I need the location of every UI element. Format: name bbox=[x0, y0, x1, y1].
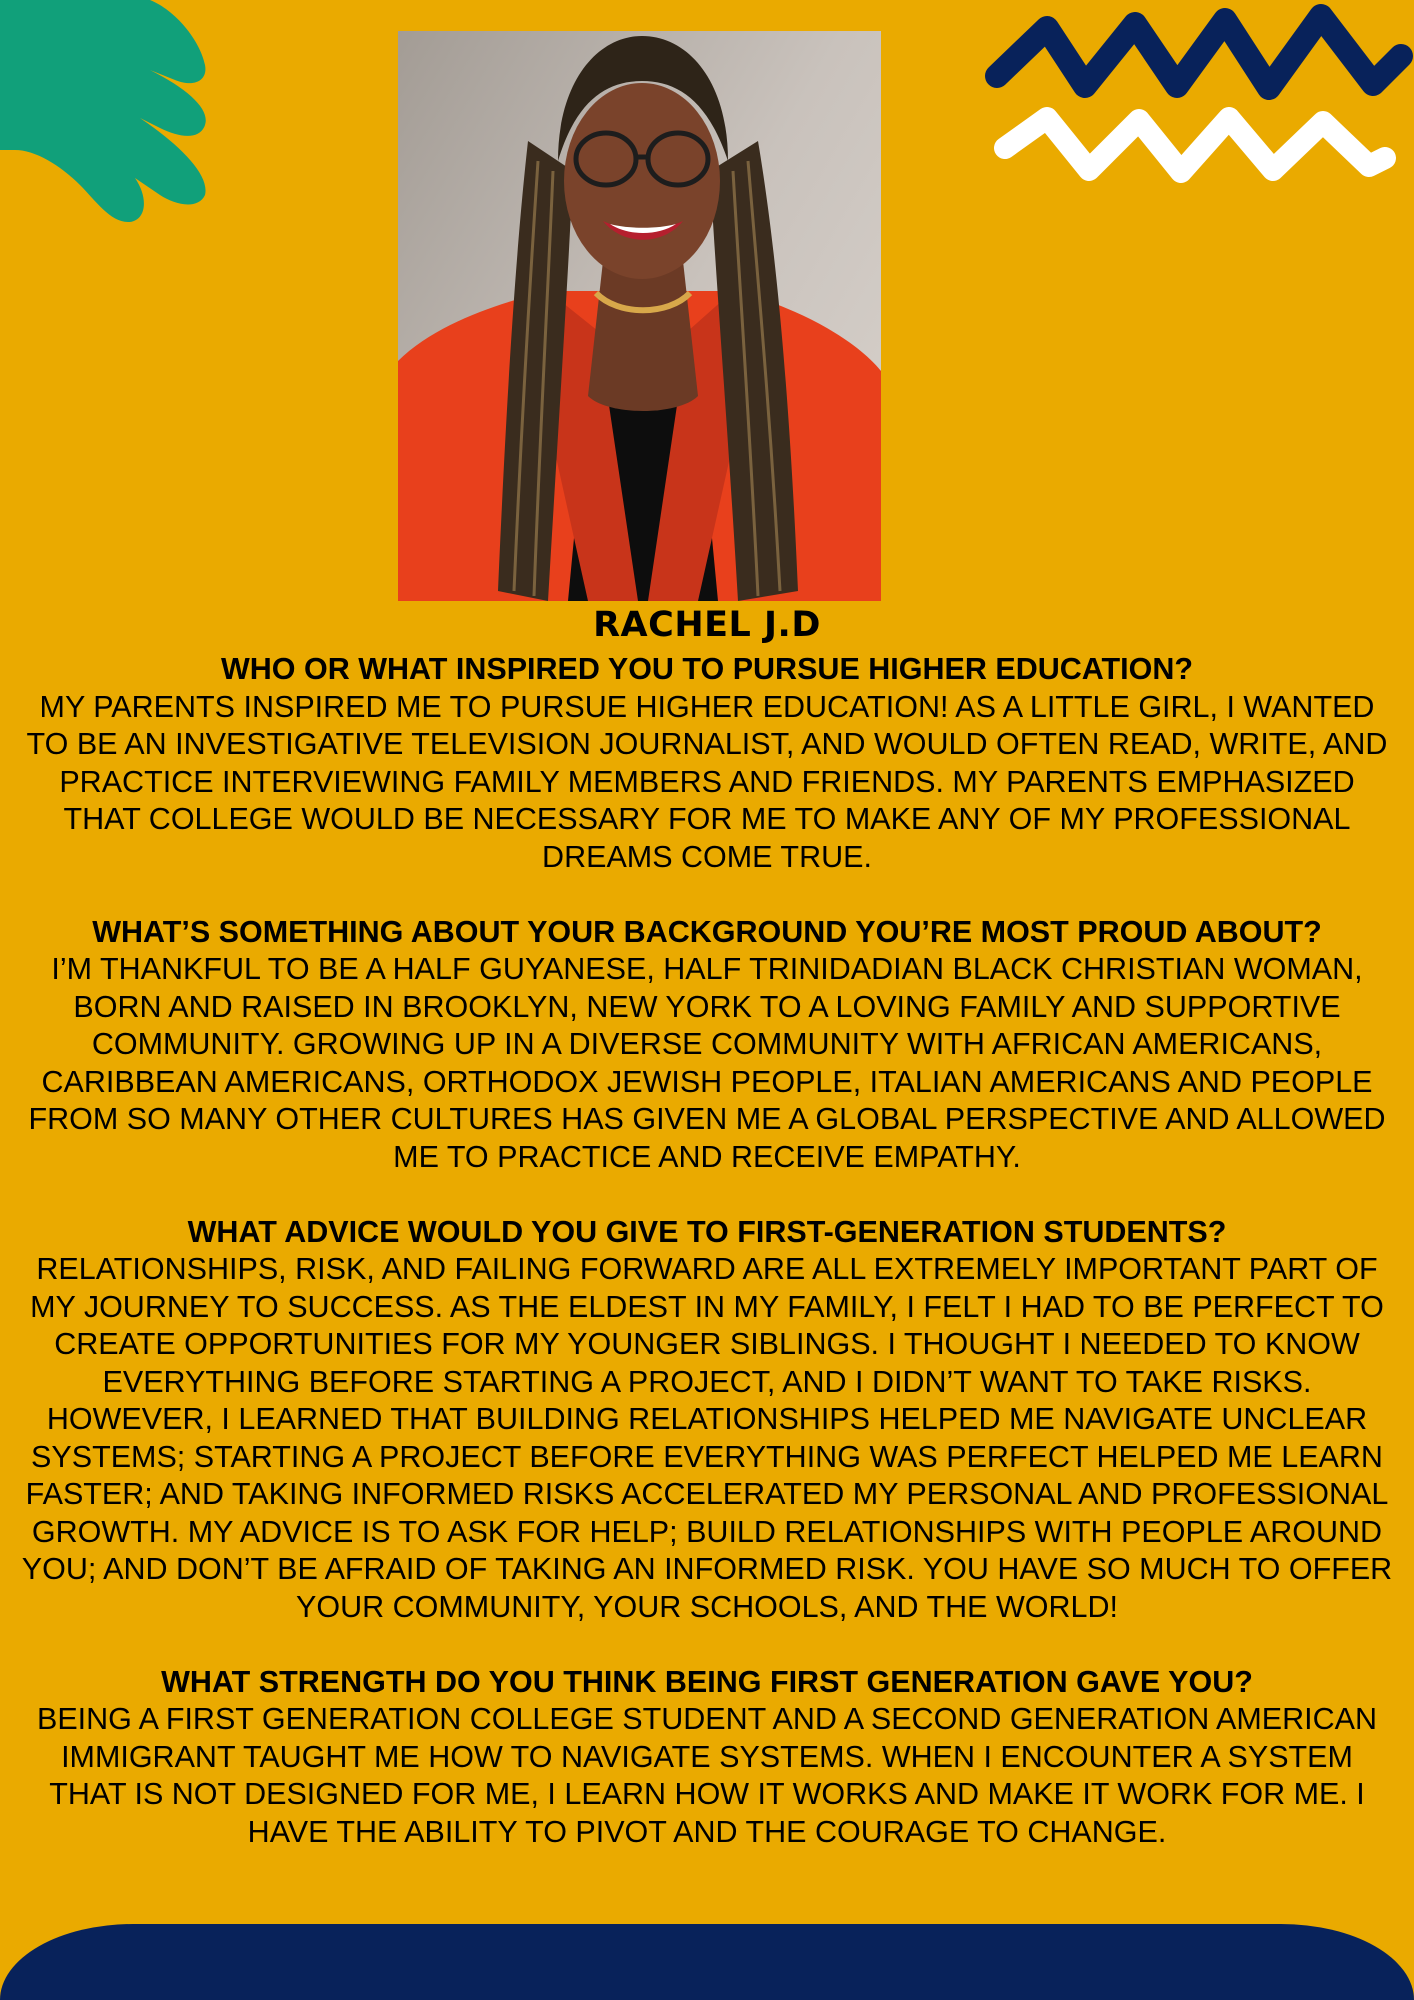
green-hand-decoration-icon bbox=[0, 0, 215, 230]
zigzag-decoration-icon bbox=[985, 0, 1414, 200]
profile-name: RACHEL J.D bbox=[593, 605, 821, 645]
question-text: WHAT’S SOMETHING ABOUT YOUR BACKGROUND YOU’RE MOST PROUD ABOUT? bbox=[92, 914, 1322, 949]
qa-item bbox=[20, 1214, 1394, 1627]
portrait-photo bbox=[398, 31, 881, 601]
qa-item bbox=[20, 1664, 1394, 1852]
question-text: WHAT STRENGTH DO YOU THINK BEING FIRST GENERATION GAVE YOU? bbox=[161, 1664, 1253, 1699]
portrait-illustration bbox=[398, 31, 881, 601]
bottom-navy-band bbox=[0, 1924, 1414, 2000]
answer-text: MY PARENTS INSPIRED ME TO PURSUE HIGHER EDUCATION! AS A LITTLE GIRL, I WANTED TO BE AN INVESTIGATIVE TELEVISION JOURNALIST, AND WOULD OFTEN READ, WRITE, AND PRACTICE INTERVIEWING FAMILY MEMBERS AND FRIENDS. MY PARENTS EMPHASIZED THAT COLLEGE WOULD BE NECESSARY FOR ME TO MAKE ANY OF MY PROFESSIONAL DREAMS COME TRUE. bbox=[26, 689, 1388, 874]
answer-text: BEING A FIRST GENERATION COLLEGE STUDENT AND A SECOND GENERATION AMERICAN IMMIGRANT TAUGHT ME HOW TO NAVIGATE SYSTEMS. WHEN I ENCOUNTER A SYSTEM THAT IS NOT DESIGNED FOR ME, I LEARN HOW IT WORKS AND MAKE IT WORK FOR ME. I HAVE THE ABILITY TO PIVOT AND THE COURAGE TO CHANGE. bbox=[36, 1702, 1378, 1849]
qa-item bbox=[20, 651, 1394, 876]
answer-text: I’M THANKFUL TO BE A HALF GUYANESE, HALF TRINIDADIAN BLACK CHRISTIAN WOMAN, BORN AND RAISED IN BROOKLYN, NEW YORK TO A LOVING FAMILY AND SUPPORTIVE COMMUNITY. GROWING UP IN A DIVERSE COMMUNITY WITH AFRICAN AMERICANS, CARIBBEAN AMERICANS, ORTHODOX JEWISH PEOPLE, ITALIAN AMERICANS AND PEOPLE FROM SO MANY OTHER CULTURES HAS GIVEN ME A GLOBAL PERSPECTIVE AND ALLOWED ME TO PRACTICE AND RECEIVE EMPATHY. bbox=[28, 952, 1386, 1174]
answer-text: RELATIONSHIPS, RISK, AND FAILING FORWARD ARE ALL EXTREMELY IMPORTANT PART OF MY JOURNEY TO SUCCESS. AS THE ELDEST IN MY FAMILY, I FELT I HAD TO BE PERFECT TO CREATE OPPORTUNITIES FOR MY YOUNGER SIBLINGS. I THOUGHT I NEEDED TO KNOW EVERYTHING BEFORE STARTING A PROJECT, AND I DIDN’T WANT TO TAKE RISKS. HOWEVER, I LEARNED THAT BUILDING RELATIONSHIPS HELPED ME NAVIGATE UNCLEAR SYSTEMS; STARTING A PROJECT BEFORE EVERYTHING WAS PERFECT HELPED ME LEARN FASTER; AND TAKING INFORMED RISKS ACCELERATED MY PERSONAL AND PROFESSIONAL GROWTH. MY ADVICE IS TO ASK FOR HELP; BUILD RELATIONSHIPS WITH PEOPLE AROUND YOU; AND DON’T BE AFRAID OF TAKING AN INFORMED RISK. YOU HAVE SO MUCH TO OFFER YOUR COMMUNITY, YOUR SCHOOLS, AND THE WORLD! bbox=[21, 1252, 1393, 1624]
qa-section bbox=[20, 651, 1394, 1889]
question-text: WHO OR WHAT INSPIRED YOU TO PURSUE HIGHER EDUCATION? bbox=[220, 652, 1194, 686]
question-text: WHAT ADVICE WOULD YOU GIVE TO FIRST-GENERATION STUDENTS? bbox=[187, 1214, 1227, 1249]
qa-item bbox=[20, 914, 1394, 1177]
